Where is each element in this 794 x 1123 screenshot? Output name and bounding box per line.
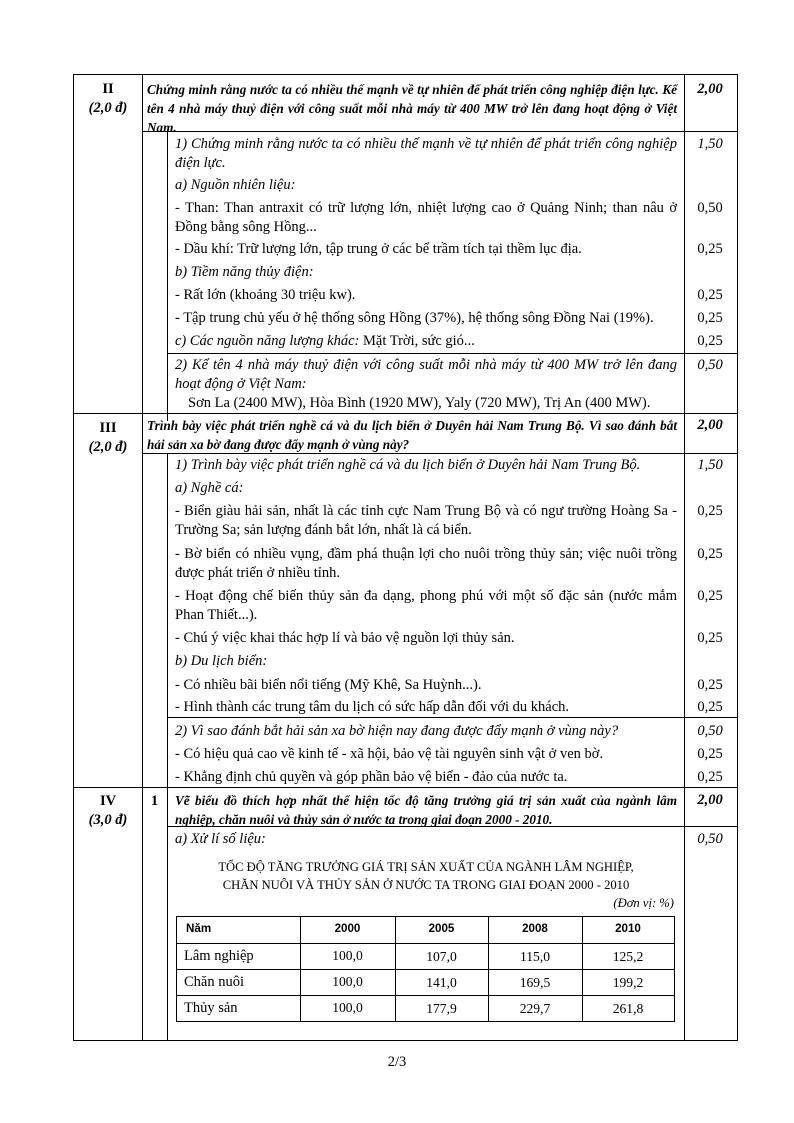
table-cell: 199,2 [612,975,644,990]
section-number: III [99,420,117,436]
answer-item: - Có hiệu quả cao về kinh tế - xã hội, bảo vệ tài nguyên sinh vật ở ven bờ. [175,746,604,762]
score: 0,25 [697,503,723,519]
row-line [73,413,738,414]
subheading: c) Các nguồn năng lượng khác: [175,333,360,349]
page-number: 2/3 [387,1054,407,1070]
section-number: II [102,81,114,97]
table-border-right [737,74,738,1041]
score: 0,25 [697,677,723,693]
table-title-line-1: TỐC ĐỘ TĂNG TRƯỞNG GIÁ TRỊ SẢN XUẤT CỦA NGÀNH LÂM NGHIỆP, [218,860,634,874]
question-II: Chứng minh rằng nước ta có nhiều thế mạnh về tự nhiên để phát triển công nghiệp điện lực. Kể tên 4 nhà máy thuỷ điện với công suất mỗi nhà máy từ 400 MW trở lên đang hoạt động ở Việt Nam. [147,82,677,135]
table-divider-sub-III [167,453,168,787]
table-border-left [73,74,74,1041]
answer-item: - Chú ý việc khai thác hợp lí và bảo vệ nguồn lợi thủy sản. [175,630,515,646]
subheading: a) Xử lí số liệu: [175,831,266,847]
table-border-top [73,74,738,75]
subheading: a) Nghề cá: [175,480,244,496]
row-line [167,353,738,354]
table-row-label: Lâm nghiệp [184,948,254,964]
section-points: (2,0 đ) [88,100,128,116]
score: 0,25 [697,769,723,785]
data-table-line [176,995,675,996]
subheading: b) Du lịch biển: [175,653,268,669]
row-line [167,717,738,718]
section-points: (2,0 đ) [88,439,128,455]
table-title-line-2: CHĂN NUÔI VÀ THỦY SẢN Ở NƯỚC TA TRONG GIAI ĐOẠN 2000 - 2010 [222,878,630,892]
subheading: a) Nguồn nhiên liệu: [175,177,296,193]
score: 0,25 [697,333,723,349]
table-header-cell: 2008 [522,922,548,935]
table-cell: 141,0 [426,975,457,990]
section-number: IV [99,793,117,809]
score: 2,00 [697,417,723,433]
question-III: Trình bày việc phát triển nghề cá và du lịch biển ở Duyên hải Nam Trung Bộ. Vì sao đánh bắt hải sản xa bờ đang được đẩy mạnh ở vùng này? [147,418,677,452]
table-header-cell: Năm [186,922,212,935]
answer-item: Sơn La (2400 MW), Hòa Bình (1920 MW), Yaly (720 MW), Trị An (400 MW). [188,395,651,411]
sub-question-number: 1 [150,793,159,809]
score: 2,00 [697,81,723,97]
score: 0,25 [697,546,723,562]
section-points: (3,0 đ) [88,812,128,828]
answer-item: - Dầu khí: Trữ lượng lớn, tập trung ở các bể trầm tích tại thềm lục địa. [175,241,582,257]
answer-text: Mặt Trời, sức gió... [359,333,475,349]
score: 0,25 [697,310,723,326]
table-border-bottom [73,1040,738,1041]
answer-item: - Biển giàu hải sản, nhất là các tỉnh cực Nam Trung Bộ và có ngư trường Hoàng Sa - Trường Sa; sản lượng đánh bắt lớn, nhất là cá biển. [175,503,677,538]
question-IV: Vẽ biểu đồ thích hợp nhất thể hiện tốc độ tăng trưởng giá trị sản xuất của ngành lâm nghiệp, chăn nuôi và thủy sản ở nước ta trong giai đoạn 2000 - 2010. [175,793,677,827]
score: 0,25 [697,287,723,303]
answer-item: - Rất lớn (khoảng 30 triệu kw). [175,287,356,303]
table-cell: 125,2 [612,949,644,964]
answer-item [175,332,475,351]
score: 0,50 [697,831,723,847]
score: 0,50 [697,723,723,739]
table-unit: (Đơn vị: %) [613,896,674,910]
table-row-label: Chăn nuôi [184,974,245,990]
score: 2,00 [697,792,723,808]
table-cell: 107,0 [426,949,457,964]
data-table-line [176,943,675,944]
part-title: 2) Kể tên 4 nhà máy thuỷ điện với công suất mỗi nhà máy từ 400 MW trở lên đang hoạt động ở Việt Nam: [175,357,677,392]
table-cell: 115,0 [519,949,551,964]
answer-item: - Bờ biển có nhiều vụng, đầm phá thuận lợi cho nuôi trồng thủy sản; việc nuôi trồng được phát triển ở nhiều tỉnh. [175,546,677,581]
answer-item: - Tập trung chủ yếu ở hệ thống sông Hồng (37%), hệ thống sông Đồng Nai (19%). [175,310,654,326]
table-cell: 177,9 [426,1001,457,1016]
score: 0,25 [697,241,723,257]
table-divider-section [142,74,143,1041]
score: 0,25 [697,746,723,762]
score: 0,50 [697,200,723,216]
data-table-line [176,916,675,917]
part-title: 2) Vì sao đánh bắt hải sản xa bờ hiện nay đang được đẩy mạnh ở vùng này? [175,723,619,739]
table-cell: 100,0 [332,948,363,963]
table-cell: 229,7 [519,1001,551,1016]
answer-item: - Có nhiều bãi biển nổi tiếng (Mỹ Khê, Sa Huỳnh...). [175,677,482,693]
data-table-line [674,916,675,1022]
table-cell: 261,8 [612,1001,644,1016]
score: 0,50 [697,357,723,373]
score: 1,50 [697,136,723,152]
answer-item: - Hình thành các trung tâm du lịch có sức hấp dẫn đối với du khách. [175,699,570,715]
data-table-line [176,916,177,1022]
section-II-label [73,80,143,118]
score: 0,25 [697,699,723,715]
table-cell: 169,5 [519,975,551,990]
part-title: 1) Trình bày việc phát triển nghề cá và du lịch biển ở Duyên hải Nam Trung Bộ. [175,457,641,473]
table-divider-score [684,74,685,1041]
data-table-line [176,969,675,970]
score: 0,25 [697,588,723,604]
table-divider-sub-II [167,132,168,421]
section-IV-label [73,792,143,830]
row-line [73,787,738,788]
table-cell: 100,0 [332,974,363,989]
score: 0,25 [697,630,723,646]
score: 1,50 [697,457,723,473]
table-row-label: Thủy sản [184,1000,238,1016]
table-header-cell: 2000 [334,922,361,935]
table-header-cell: 2005 [428,922,455,935]
answer-item: - Khẳng định chủ quyền và góp phần bảo vệ biển - đảo của nước ta. [175,769,568,785]
table-cell: 100,0 [332,1000,363,1015]
subheading: b) Tiềm năng thủy điện: [175,264,314,280]
data-table-line [176,1021,675,1022]
section-III-label [73,419,143,457]
answer-item: - Hoạt động chế biến thủy sản đa dạng, phong phú với một số đặc sản (nước mắm Phan Thiết...). [175,588,677,623]
answer-item: - Than: Than antraxit có trữ lượng lớn, nhiệt lượng cao ở Quảng Ninh; than nâu ở Đồng bằng sông Hồng... [175,200,677,235]
part-title: 1) Chứng minh rằng nước ta có nhiều thế mạnh về tự nhiên để phát triển công nghiệp điện lực. [175,136,677,171]
table-header-cell: 2010 [615,922,641,935]
